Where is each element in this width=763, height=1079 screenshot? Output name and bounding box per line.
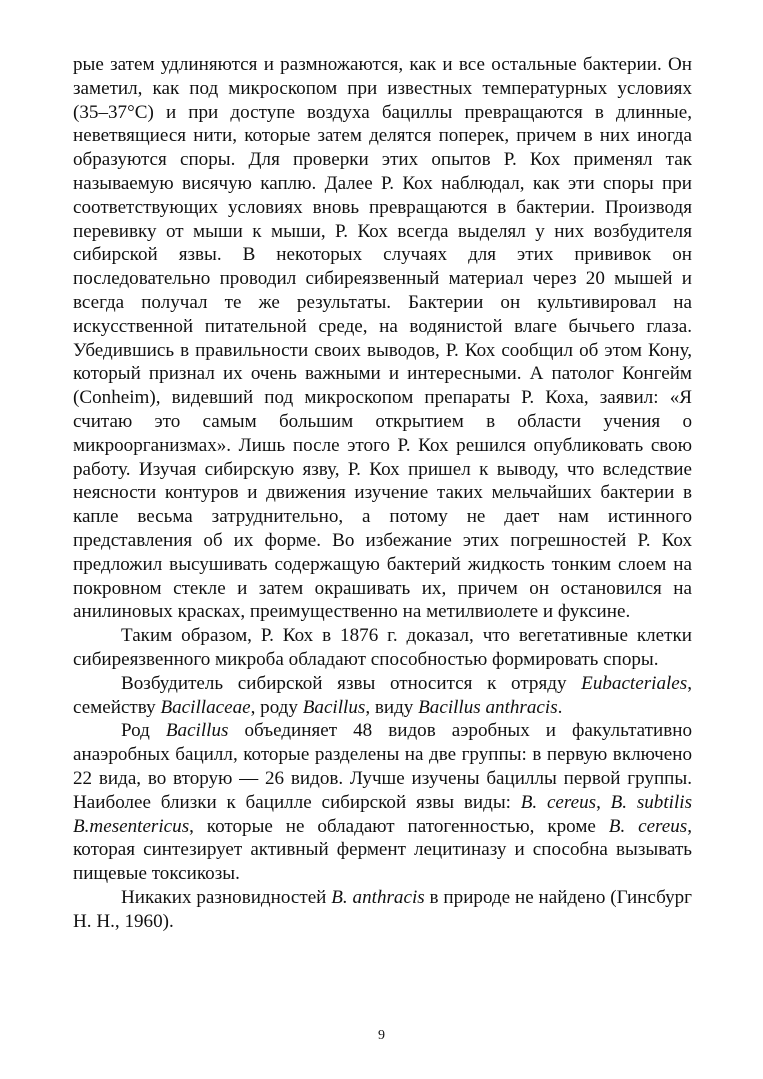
italic-term: Bacillaceae: [160, 696, 251, 718]
page-number: 9: [378, 1028, 385, 1043]
text-run: , которые не обладают патогенностью, кроме: [189, 815, 609, 837]
text-run: объединяет 48 видов аэробных и факультативно анаэробных бацилл, которые разделены на две группы: в первую включено 22 вида, во вторую — 26 видов. Лучше изучены бациллы первой группы. Наиболее близки к бацилле сибирской язвы виды:: [73, 720, 692, 813]
text-run: , виду: [365, 696, 419, 718]
text-run: рые затем удлиняются и размножаются, как и все остальные бактерии. Он заметил, как под микроскопом при известных температурных условиях (35–37°С) и при доступе воздуха бациллы превращаются в длинные, неветвящиеся нити, которые затем делятся поперек, причем в них иногда образуются споры. Для проверки этих опытов Р. Кох применял так называемую висячую каплю. Далее Р. Кох наблюдал, как эти споры при соответствующих условиях вновь превращаются в бактерии. Производя перевивку от мыши к мыши, Р. Кох всегда выделял у них возбудителя сибирской язвы. В некоторых случаях для этих прививок он последовательно проводил сибиреязвенный материал через 20 мышей и всегда получал те же результаты. Бактерии он культивировал на искусственной питательной среде, на водянистой влаге бычьего глаза. Убедившись в правильности своих выводов, Р. Кох сообщил об этом Кону, который признал их очень важными и интересными. А патолог Конгейм (Conheim), видевший под микроскопом препараты Р. Коха, заявил: «Я считаю это самым большим открытием в области учения о микроорганизмах». Лишь после этого Р. Кох решился опубликовать свою работу. Изучая сибирскую язву, Р. Кох пришел к выводу, что вследствие неясности контуров и движения изучение таких мельчайших бактерии в капле весьма затруднительно, а потому не дает нам истинного представления об их форме. Во избежание этих погрешностей Р. Кох предложил высушивать содержащую бактерий жидкость тонким слоем на покровном стекле и затем окрашивать их, причем он остановился на анилиновых красках, преимущественно на метилвиолете и фуксине.: [73, 54, 692, 623]
text-run: .: [557, 696, 563, 718]
paragraph-p4: [73, 719, 692, 886]
text-run: , которая синтезирует активный фермент лецитиназу и способна вызывать пищевые токсикозы.: [73, 815, 693, 885]
text-run: Таким образом, Р. Кох в 1876 г. доказал, что вегетативные клетки сибиреязвенного микроба обладают способностью формировать споры.: [73, 625, 692, 670]
italic-term: Eubacteriales: [581, 672, 688, 694]
page-body: [73, 53, 692, 933]
italic-term: B. cereus: [520, 791, 597, 813]
text-run: , роду: [250, 696, 303, 718]
text-run: Никаких разновидностей: [121, 886, 332, 908]
italic-term: Bacillus: [302, 696, 366, 718]
italic-term: B. cereus: [608, 815, 688, 837]
paragraph-p3: [73, 672, 692, 720]
italic-term: B. subtilis B.mesentericus: [73, 791, 693, 837]
text-run: Возбудитель сибирской язвы относится к отряду: [121, 672, 582, 694]
paragraph-p1: [73, 53, 692, 624]
text-run: в природе не найдено (Гинсбург Н. Н., 1960).: [73, 886, 693, 932]
paragraph-p5: [73, 886, 692, 934]
italic-term: B. anthracis: [331, 886, 425, 908]
text-run: , семейству: [73, 672, 692, 718]
italic-term: Bacillus anthracis: [418, 696, 558, 718]
text-run: Род: [121, 720, 166, 742]
italic-term: Bacillus: [165, 720, 229, 742]
text-run: ,: [596, 791, 611, 813]
paragraph-p2: [73, 624, 692, 672]
